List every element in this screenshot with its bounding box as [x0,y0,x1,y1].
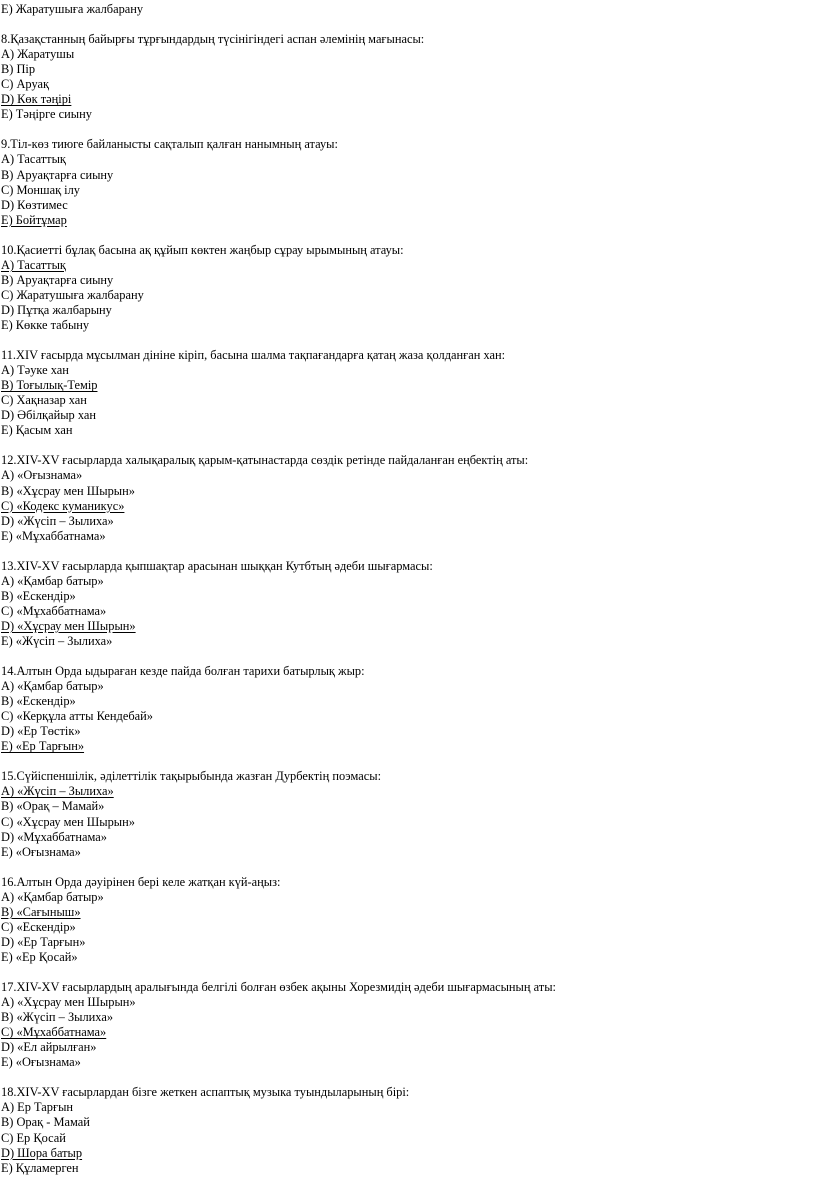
question-13 [1,559,811,649]
option-b: B) «Ескендір» [1,694,76,709]
option-c-correct: C) «Кодекс куманикус» [1,498,125,513]
option-c: C) Моншақ ілу [1,182,81,197]
option-e-correct: E) «Ер Тарғын» [1,739,85,754]
option-a: A) Жаратушы [1,47,75,62]
option-e: E) «Оғызнама» [1,844,81,859]
option-e-correct: E) Бойтұмар [1,212,67,227]
question-text: 10.Қасиетті бұлақ басына ақ құйып көктен жаңбыр сұрау ырымының атауы: [1,242,404,257]
option-c: C) Жаратушыға жалбарану [1,287,144,302]
question-text: 18.XIV-XV ғасырлардан бізге жеткен аспаптық музыка туындыларының бірі: [1,1085,410,1100]
option-d: D) «Мұхаббатнама» [1,829,107,844]
option-c: C) Ер Қосай [1,1130,66,1145]
option-d: D) Көзтимес [1,197,68,212]
option-b: B) Аруақтарға сиыну [1,167,114,182]
option-a-correct: A) «Жүсіп – Зылиха» [1,784,114,799]
option-d: D) «Жүсіп – Зылиха» [1,513,114,528]
option-a: A) «Қамбар батыр» [1,573,104,588]
option-b: B) Аруақтарға сиыну [1,272,114,287]
option-a: A) «Хұсрау мен Шырын» [1,995,136,1010]
question-16 [1,875,811,965]
option-e: E) «Ер Қосай» [1,949,78,964]
option-d: D) «Ел айрылған» [1,1040,97,1055]
question-18 [1,1085,811,1175]
question-text: 9.Тіл-көз тиюге байланысты сақталып қалған нанымның атауы: [1,137,338,152]
option-e: E) Құламерген [1,1160,79,1175]
option-e: E) Қасым хан [1,423,73,438]
question-text: 8.Қазақстанның байырғы тұрғындардың түсінігіндегі аспан әлемінің мағынасы: [1,32,425,47]
option-c: C) «Хұсрау мен Шырын» [1,814,135,829]
question-12 [1,453,811,543]
option-b: B) «Хұсрау мен Шырын» [1,483,135,498]
option-e: E) Тәңірге сиыну [1,107,92,122]
previous-answer-line: E) Жаратушыға жалбарану [1,2,144,16]
question-text: 14.Алтын Орда ыдыраған кезде пайда болған тарихи батырлық жыр: [1,664,365,679]
option-a: A) Тәуке хан [1,363,69,378]
question-text: 11.XIV ғасырда мұсылман дініне кіріп, басына шалма тақпағандарға қатаң жаза қолданған хан: [1,348,506,363]
option-d: D) «Ер Тарғын» [1,934,86,949]
option-a: A) «Қамбар батыр» [1,679,104,694]
option-d: D) «Ер Төстік» [1,724,81,739]
question-text: 13.XIV-XV ғасырларда қыпшақтар арасынан шыққан Кутбтың әдеби шығармасы: [1,558,433,573]
document-page [1,2,811,1176]
option-d-correct: D) «Хұсрау мен Шырын» [1,618,136,633]
question-14 [1,664,811,754]
option-b-correct: B) Тоғылық-Темір [1,378,98,393]
option-b: B) «Ескендір» [1,588,76,603]
question-text: 17.XIV-XV ғасырлардың аралығында белгілі болған өзбек ақыны Хорезмидің әдеби шығармасының аты: [1,980,556,995]
option-e: E) «Оғызнама» [1,1055,81,1070]
option-c: C) «Ескендір» [1,919,76,934]
option-a: A) Ер Тарғын [1,1100,74,1115]
question-17 [1,980,811,1070]
option-d: D) Пұтқа жалбарыну [1,302,112,317]
option-c: C) Аруақ [1,77,50,92]
option-b: B) Орақ - Мамай [1,1115,90,1130]
option-c: C) Хақназар хан [1,393,87,408]
option-e: E) Көкке табыну [1,317,90,332]
option-c: C) «Керқұла атты Кендебай» [1,709,153,724]
option-b: B) «Жүсіп – Зылиха» [1,1010,114,1025]
option-d-correct: D) Шора батыр [1,1145,83,1160]
option-c-correct: C) «Мұхаббатнама» [1,1025,107,1040]
question-10 [1,243,811,333]
option-b: B) Пір [1,62,36,77]
option-e: E) «Мұхаббатнама» [1,528,106,543]
question-8 [1,32,811,122]
option-d: D) Әбілқайыр хан [1,408,96,423]
option-a: A) «Оғызнама» [1,468,83,483]
option-b-correct: B) «Сағыныш» [1,904,81,919]
option-a: A) Тасаттық [1,152,66,167]
question-text: 12.XIV-XV ғасырларда халықаралық қарым-қатынастарда сөздік ретінде пайдаланған еңбектің аты: [1,453,529,468]
question-11 [1,348,811,438]
option-d-correct: D) Көк тәңірі [1,92,72,107]
option-a: A) «Қамбар батыр» [1,889,104,904]
question-15 [1,769,811,859]
option-e: E) «Жүсіп – Зылиха» [1,633,113,648]
question-text: 15.Сүйіспеншілік, әділеттілік тақырыбында жазған Дурбектің поэмасы: [1,769,382,784]
option-b: B) «Орақ – Мамай» [1,799,105,814]
question-text: 16.Алтын Орда дәуірінен бері келе жатқан күй-аңыз: [1,874,281,889]
option-a-correct: A) Тасаттық [1,257,66,272]
question-9 [1,137,811,227]
option-c: C) «Мұхаббатнама» [1,603,107,618]
